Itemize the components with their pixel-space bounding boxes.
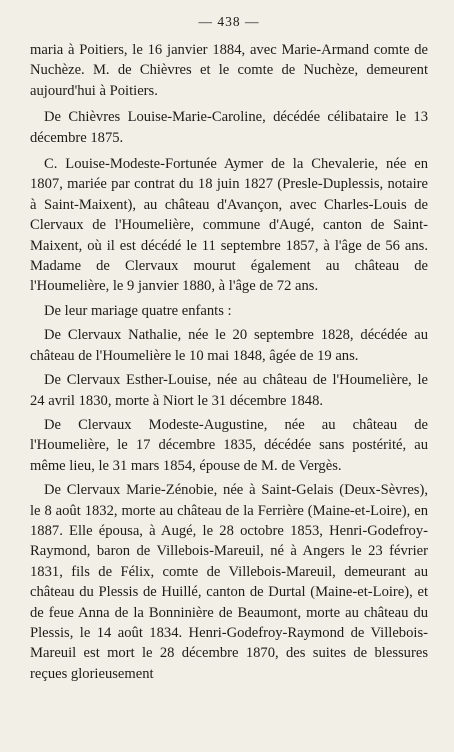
paragraph-modeste-augustine: De Clervaux Modeste-Augustine, née au château de l'Houmelière, le 17 décembre 1835, décédée sans postérité, au même lieu, le 31 mars 1854, épouse de M. de Vergès. — [30, 416, 428, 474]
paragraph-louise-modeste: C. Louise-Modeste-Fortunée Aymer de la Chevalerie, née en 1807, mariée par contrat du 18 juin 1827 (Presle-Duplessis, notaire à Saint-Maixent), au château d'Avançon, avec Charles-Louis de Clervaux de l'Houmelière, commune d'Augé, canton de Saint-Maixent, où il est décédé le 11 septembre 1857, à l'âge de 56 ans. Madame de Clervaux mourut également au château de l'Houmelière, le 9 janvier 1880, à l'âge de 72 ans. — [30, 156, 428, 295]
paragraph-de-chievres-louise: De Chièvres Louise-Marie-Caroline, décédée célibataire le 13 décembre 1875. — [30, 109, 428, 146]
paragraph-four-children: De leur mariage quatre enfants : — [44, 302, 232, 319]
paragraph-esther-louise: De Clervaux Esther-Louise, née au château de l'Houmelière, le 24 avril 1830, morte à Niort le 31 décembre 1848. — [30, 372, 428, 409]
paragraph-nathalie: De Clervaux Nathalie, née le 20 septembre 1828, décédée au château de l'Houmelière le 10 mai 1848, âgée de 19 ans. — [30, 327, 428, 364]
body-text — [30, 40, 428, 684]
paragraph-continuation: maria à Poitiers, le 16 janvier 1884, avec Marie-Armand comte de Nuchèze. M. de Chièvres et le comte de Nuchèze, demeurent aujourd'hui à Poitiers. — [30, 42, 428, 99]
paragraph-marie-zenobie: De Clervaux Marie-Zénobie, née à Saint-Gelais (Deux-Sèvres), le 8 août 1832, morte au château de la Ferrière (Maine-et-Loire), en 1887. Elle épousa, à Augé, le 28 octobre 1853, Henri-Godefroy-Raymond, baron de Villebois-Mareuil, né à Angers le 23 février 1831, fils de Félix, comte de Villebois-Mareuil, demeurant au château du Plessis de Huillé, canton de Durtal (Maine-et-Loire), et de feue Anna de la Bonninière de Beaumont, morte au château du Plessis, le 14 août 1834. Henri-Godefroy-Raymond de Villebois-Mareuil est mort le 28 décembre 1870, des suites de blessures reçues glorieusement — [30, 482, 428, 682]
page-number: — 438 — — [198, 14, 260, 29]
